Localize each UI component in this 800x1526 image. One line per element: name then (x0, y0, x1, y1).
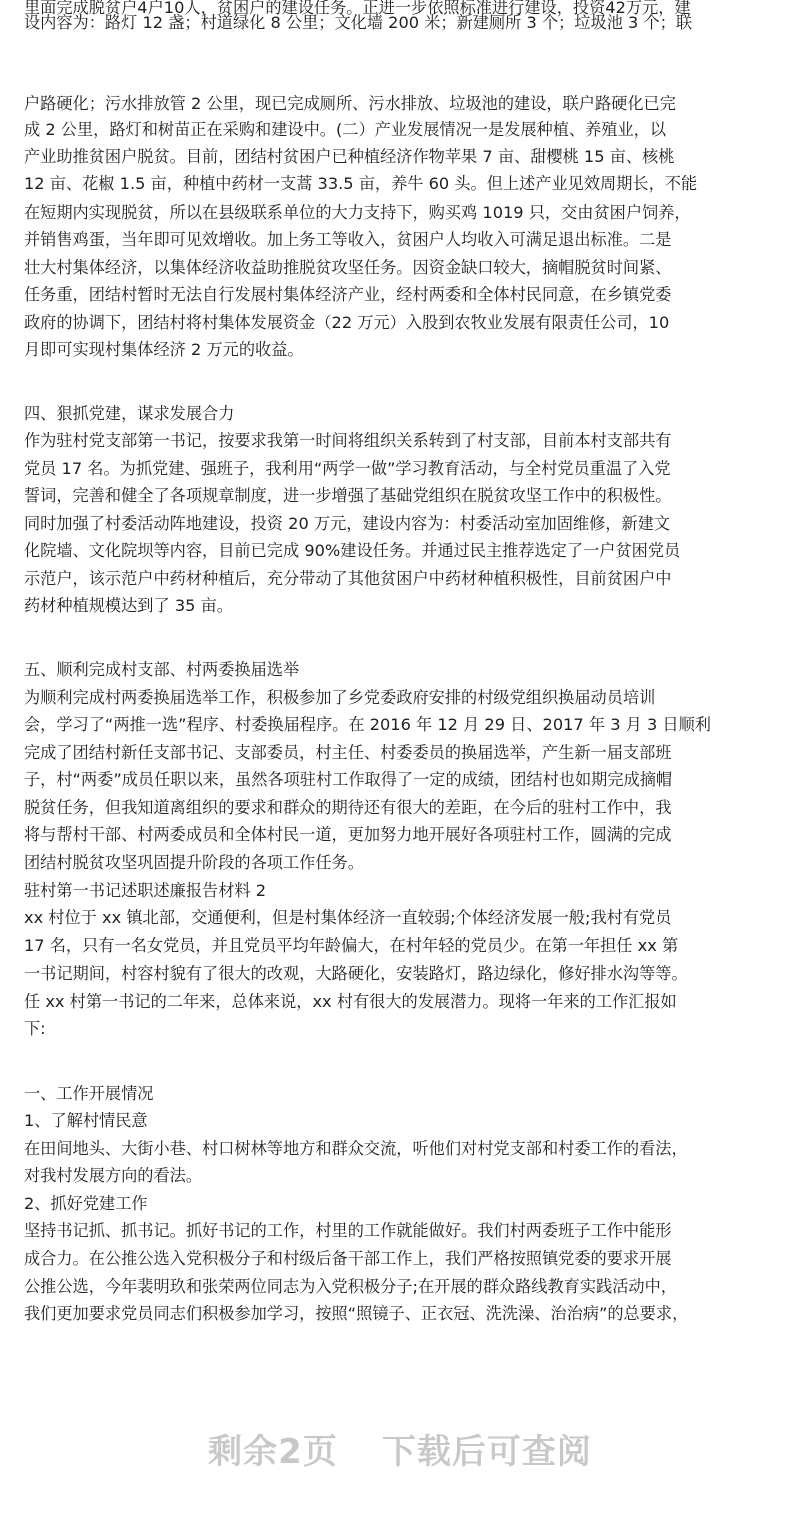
text-line: 对我村发展方向的看法。 (24, 1166, 203, 1185)
text-line: 示范户，该示范户中药材种植后，充分带动了其他贫困户中药材种植积极性，目前贫困户中 (24, 569, 672, 588)
text-line: 同时加强了村委活动阵地建设，投资 20 万元，建设内容为：村委活动室加固维修，新建文 (24, 514, 671, 533)
text-line: 誓词，完善和健全了各项规章制度，进一步增强了基础党组织在脱贫攻坚工作中的积极性。 (24, 486, 672, 505)
subsection-heading: 1、了解村情民意 (24, 1111, 148, 1130)
subsection-heading: 2、抓好党建工作 (24, 1194, 148, 1213)
text-line: 为顺利完成村两委换届选举工作，积极参加了乡党委政府安排的村级党组织换届动员培训 (24, 688, 656, 707)
text-line: 户路硬化；污水排放管 2 公里，现已完成厕所、污水排放、垃圾池的建设，联户路硬化已完 (24, 94, 676, 113)
text-line: 并销售鸡蛋，当年即可见效增收。加上务工等收入，贫困户人均收入可满足退出标准。二是 (24, 230, 672, 249)
download-banner[interactable] (0, 1412, 800, 1492)
text-line: 化院墙、文化院坝等内容，目前已完成 90%建设任务。并通过民主推荐选定了一户贫困党员 (24, 541, 681, 560)
document-subtitle: 驻村第一书记述职述廉报告材料 2 (24, 881, 267, 900)
text-line: 在田间地头、大街小巷、村口树林等地方和群众交流，听他们对村党支部和村委工作的看法， (24, 1139, 688, 1158)
text-line: 12 亩、花椒 1.5 亩，种植中药材一支蒿 33.5 亩，养牛 60 头。但上述产业见效周期长，不能 (24, 174, 698, 193)
text-line: 成 2 公里，路灯和树苗正在采购和建设中。(二）产业发展情况一是发展种植、养殖业，以 (24, 120, 667, 139)
text-line: 公推公选，今年裴明玖和张荣两位同志为入党积极分子;在开展的群众路线教育实践活动中， (24, 1277, 677, 1296)
text-line: 一书记期间，村容村貌有了很大的改观，大路硬化，安装路灯，路边绿化，修好排水沟等等。 (24, 964, 688, 983)
text-line: 任务重，团结村暂时无法自行发展村集体经济产业，经村两委和全体村民同意，在乡镇党委 (24, 285, 672, 304)
text-line: 团结村脱贫攻坚巩固提升阶段的各项工作任务。 (24, 853, 364, 872)
text-line: 药材种植规模达到了 35 亩。 (24, 596, 233, 615)
text-line: 任 xx 村第一书记的二年来，总体来说，xx 村有很大的发展潜力。现将一年来的工作汇报如 (24, 992, 677, 1011)
remaining-pages-label[interactable]: 剩余2页 (208, 1432, 338, 1472)
text-line: 我们更加要求党员同志们积极参加学习，按照“照镜子、正衣冠、洗洗澡、治治病”的总要求， (24, 1304, 689, 1323)
text-line: 脱贫任务，但我知道离组织的要求和群众的期待还有很大的差距，在今后的驻村工作中，我 (24, 798, 672, 817)
text-line: 坚持书记抓、抓书记。抓好书记的工作，村里的工作就能做好。我们村两委班子工作中能形 (24, 1221, 672, 1240)
text-line: 产业助推贫困户脱贫。目前，团结村贫困户已种植经济作物苹果 7 亩、甜樱桃 15 亩、核桃 (24, 147, 675, 166)
text-line: 下: (24, 1019, 46, 1038)
text-line: 月即可实现村集体经济 2 万元的收益。 (24, 340, 304, 359)
download-to-view-label[interactable]: 下载后可查阅 (381, 1432, 592, 1472)
section-heading: 四、狠抓党建，谋求发展合力 (24, 404, 235, 423)
text-line: 党员 17 名。为抓党建、强班子，我利用“两学一做”学习教育活动，与全村党员重温了入党 (24, 459, 671, 478)
text-line: 在短期内实现脱贫，所以在县级联系单位的大力支持下，购买鸡 1019 只，交由贫困户饲养， (24, 203, 691, 222)
text-line: 完成了团结村新任支部书记、支部委员，村主任、村委委员的换届选举，产生新一届支部班 (24, 743, 672, 762)
text-line: 里面完成脱贫户4户10人，贫困户的建设任务。正进一步依照标准进行建设，投资42万元，建 (24, 0, 691, 17)
text-line: 子，村“两委”成员任职以来，虽然各项驻村工作取得了一定的成绩，团结村也如期完成摘帽 (24, 770, 673, 789)
text-line: 将与帮村干部、村两委成员和全体村民一道，更加努力地开展好各项驻村工作，圆满的完成 (24, 825, 672, 844)
text-line: 成合力。在公推公选入党积极分子和村级后备干部工作上，我们严格按照镇党委的要求开展 (24, 1249, 672, 1268)
text-line: xx 村位于 xx 镇北部，交通便利，但是村集体经济一直较弱;个体经济发展一般;我村有党员 (24, 908, 672, 927)
text-line: 17 名，只有一名女党员，并且党员平均年龄偏大，在村年轻的党员少。在第一年担任 xx 第 (24, 936, 679, 955)
text-line: 作为驻村党支部第一书记，按要求我第一时间将组织关系转到了村支部，目前本村支部共有 (24, 431, 672, 450)
text-line: 会，学习了“两推一选”程序、村委换届程序。在 2016 年 12 月 29 日、2017 年 3 月 3 日顺利 (24, 715, 711, 734)
section-heading: 五、顺利完成村支部、村两委换届选举 (24, 660, 300, 679)
text-line: 设内容为：路灯 12 盏；村道绿化 8 公里；文化墙 200 米；新建厕所 3 个；垃圾池 3 个；联 (24, 13, 693, 32)
text-line: 壮大村集体经济，以集体经济收益助推脱贫攻坚任务。因资金缺口较大，摘帽脱贫时间紧、 (24, 258, 672, 277)
text-line: 政府的协调下，团结村将村集体发展资金（22 万元）入股到农牧业发展有限责任公司，10 (24, 313, 670, 332)
section-heading: 一、工作开展情况 (24, 1084, 154, 1103)
